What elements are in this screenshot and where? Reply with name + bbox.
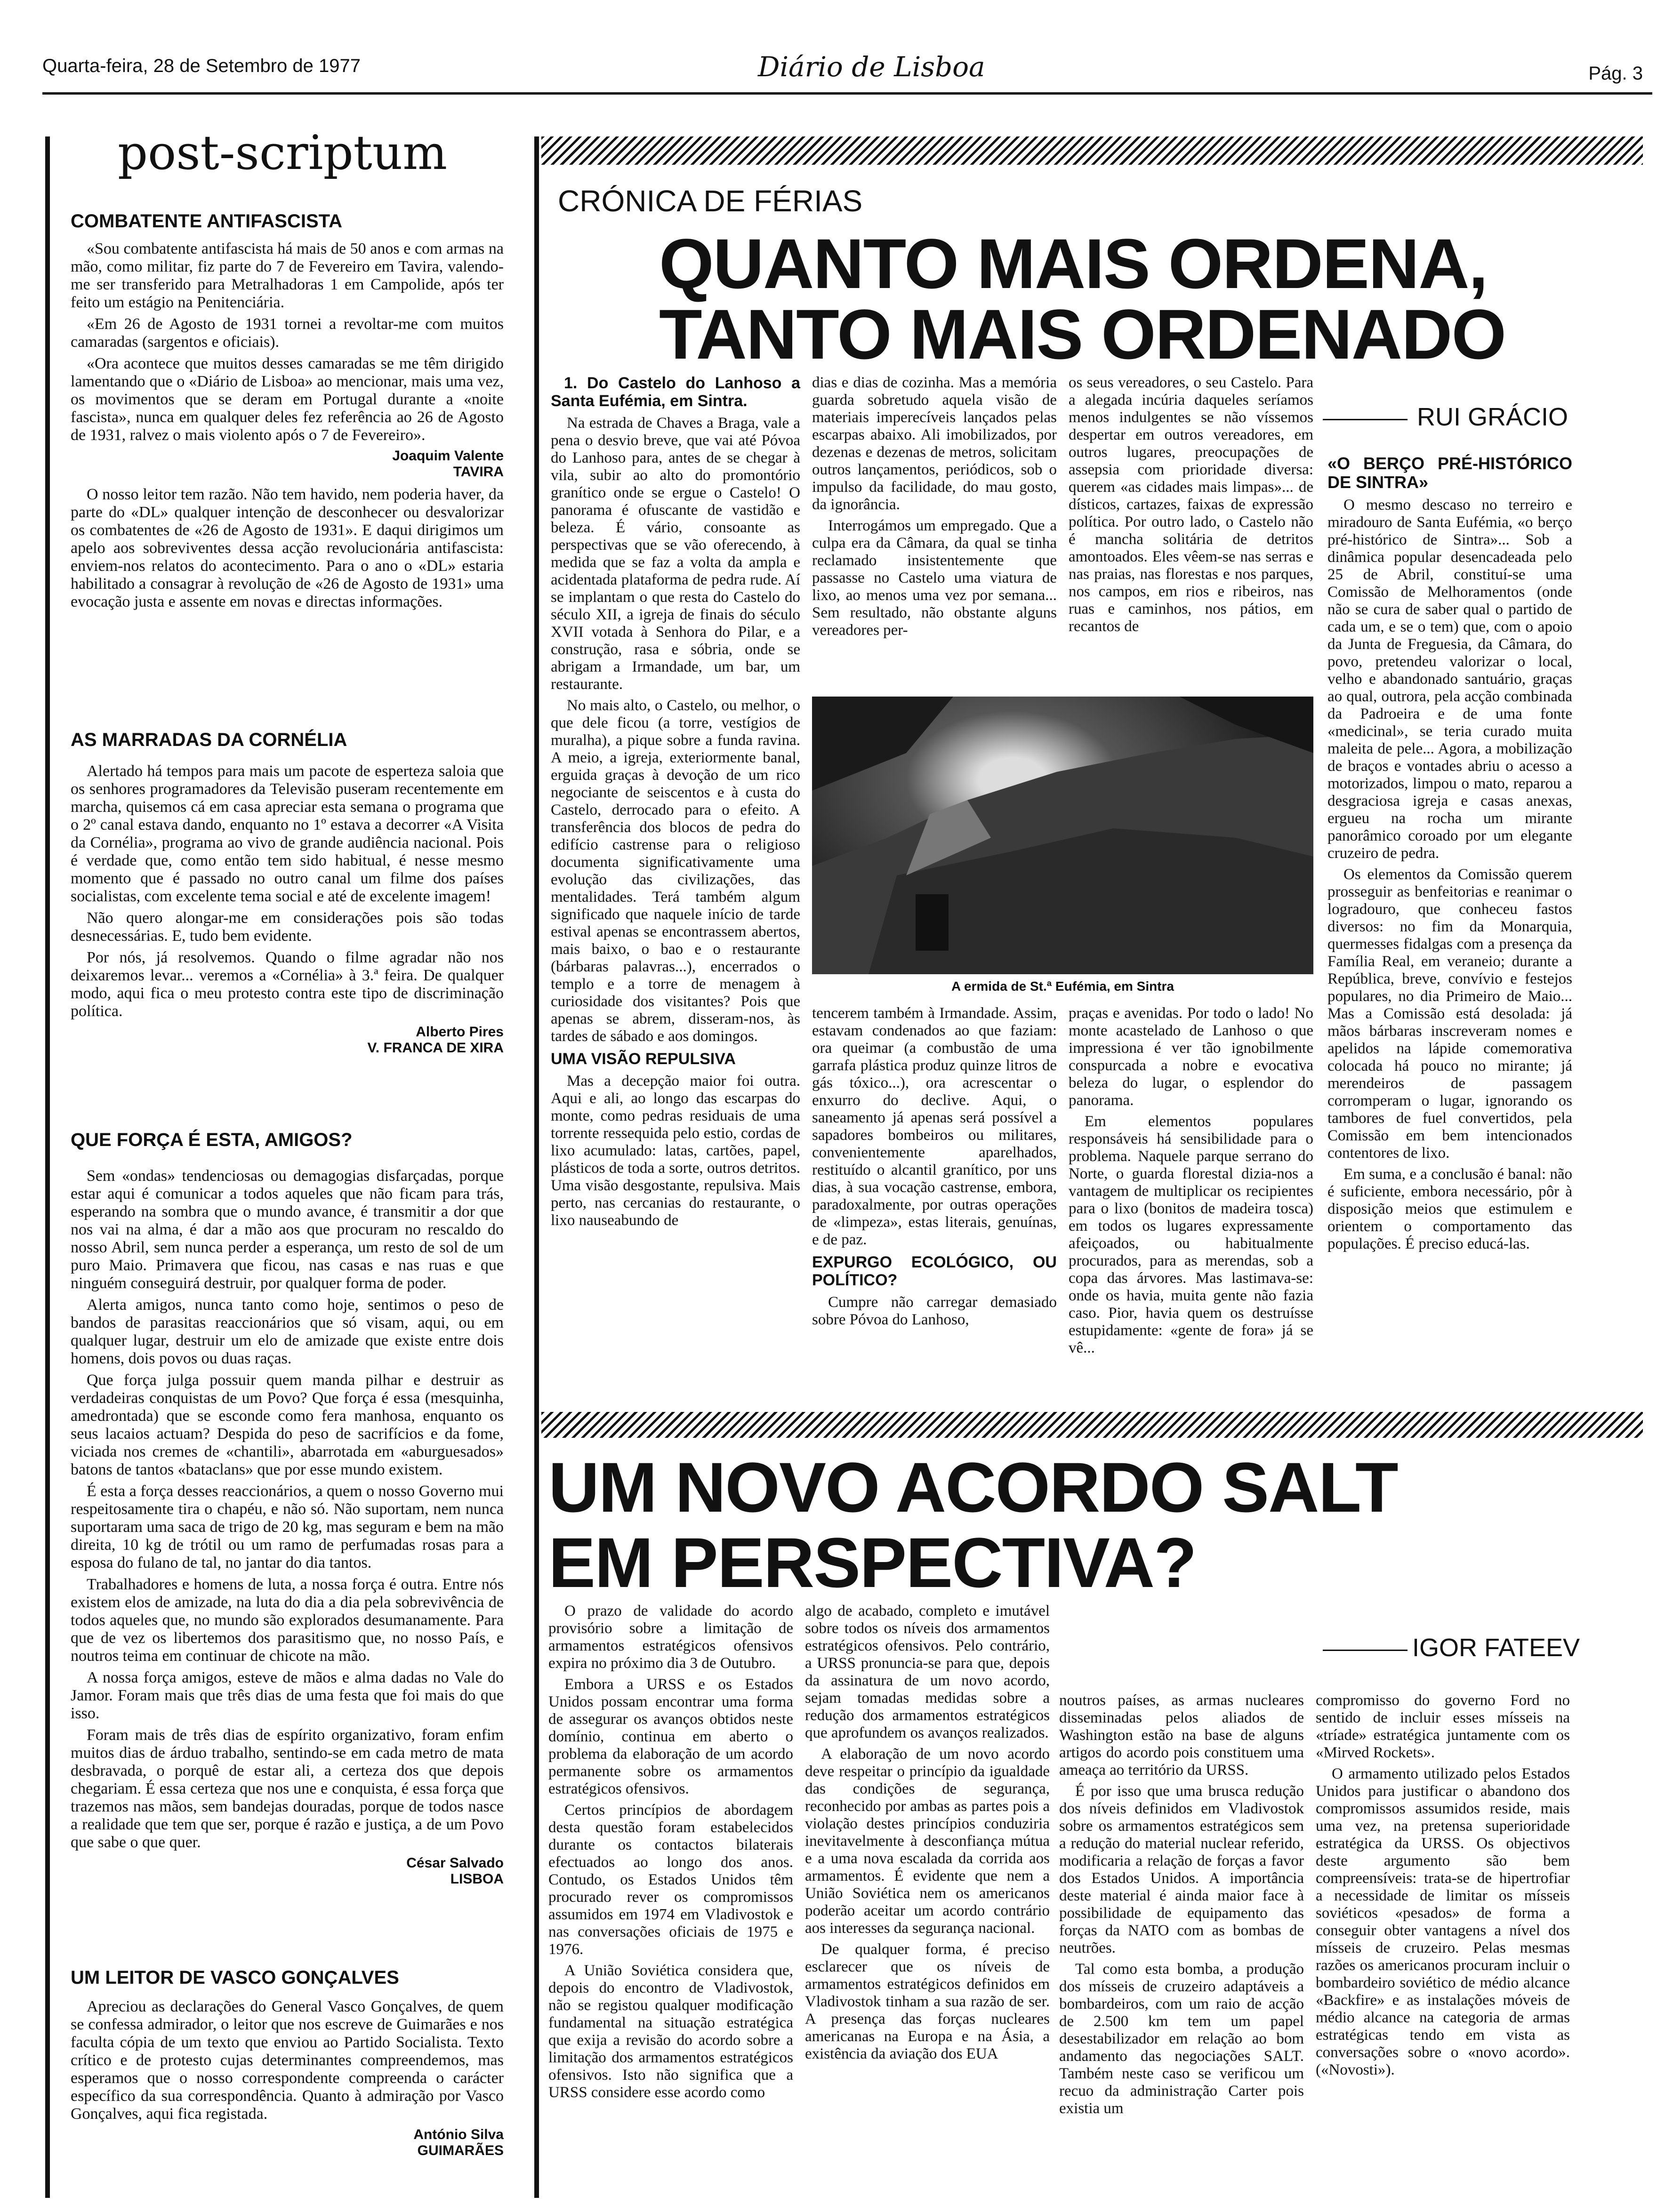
byline-rule: [1323, 1650, 1408, 1651]
letter-forca: [71, 1167, 504, 1887]
hatched-band: [541, 136, 1643, 165]
salt-column-3: [1059, 1692, 1304, 2121]
postscriptum-title: post-scriptum: [118, 125, 448, 180]
section-heading: UM LEITOR DE VASCO GONÇALVES: [71, 1967, 399, 1988]
article-lead: 1. Do Castelo do Lanhoso a Santa Eufémia, em Sintra.: [551, 374, 800, 410]
header-rule: [42, 92, 1652, 95]
section-heading: QUE FORÇA É ESTA, AMIGOS?: [71, 1130, 353, 1150]
salt-column-4: [1316, 1692, 1570, 2083]
paragraph: algo de acabado, completo e imutável sobre todos os níveis dos armamentos estratégicos ofensivos. Pelo contrário, a URSS pronuncia-se para que, depois da assinatura de um novo acordo, sejam tomadas medidas sobre a redução dos armamentos estratégicos que aprofundem os avanços realizados.: [805, 1603, 1050, 1741]
cronica-column-2-top: [812, 374, 1057, 643]
paragraph: tencerem também à Irmandade. Assim, estavam condenados ao que faziam: ora queimar (a combustão de uma garrafa plástica produz quinze litros de gás tóxico...), ora acrescentar o enxurro do declive. Aqui, o saneamento já apenas será possível a sapadores bombeiros ou militares, convenientemente aparelhados, restituído o alcantil granítico, por uns dias, à sua vocação castrense, embora, paradoxalmente, por outras operações de «limpeza», estas literais, genuínas, e de paz.: [812, 1005, 1057, 1248]
paragraph: Na estrada de Chaves a Braga, vale a pena o desvio breve, que vai até Póvoa do Lanhoso para, antes de se chegar à vila, subir ao alto do promontório granítico onde se ergue o Castelo! O panorama é ofuscante de vastidão e beleza. É vário, consoante as perspectivas que se vão oferecendo, à medida que se faz a volta da ampla e acidentada plataforma de pedra rude. Aí se implantam o que resta do Castelo do século XII, a igreja de finais do século XVII votada à Senhora do Pilar, e a construção, rasa e sóbria, onde se abrigam a Irmandade, um bar, um restaurante.: [551, 415, 800, 693]
paragraph: Trabalhadores e homens de luta, a nossa força é outra. Entre nós existem elos de amizade, na luta do dia a dia pela sobrevivência de todos aqueles que, no mundo são explorados desumanamente. Para que de vez os libertemos dos parasitismo que, no nosso País, e noutros teima em continuar de chicote na mão.: [71, 1576, 504, 1665]
section-heading: AS MARRADAS DA CORNÉLIA: [71, 729, 347, 750]
letter-signature: Alberto Pires V. FRANCA DE XIRA: [367, 1024, 504, 1056]
paragraph: Alerta amigos, nunca tanto como hoje, sentimos o peso de bandos de parasitas reaccionários que só visam, aqui, ou em qualquer lugar, destruir um elo de amizade que existe entre dois homens, dois povos ou duas raças.: [71, 1296, 504, 1367]
newspaper-title: Diário de Lisboa: [758, 51, 985, 83]
subheading: EXPURGO ECOLÓGICO, OU POLÍTICO?: [812, 1253, 1057, 1289]
paragraph: A União Soviética considera que, depois do encontro de Vladivostok, não se registou qualquer modificação fundamental na situação estratégica que exija a revisão do acordo sobre a limitação dos armamentos estratégicos ofensivos. Isto não significa que a URSS considere esse acordo como: [548, 1962, 793, 2101]
headline: UM NOVO ACORDO SALT: [548, 1448, 1398, 1527]
letter-cornelia: [71, 762, 504, 1056]
paragraph: Que força julga possuir quem manda pilhar e destruir as verdadeiras conquistas de um Povo? Que força é essa (mesquinha, amedrontada) que se esconde como fera manhosa, enquanto os seus lacaios actuam? Despida do peso de sacrifícios e da fome, viciada nos cremes de «chantili», abarrotada em «aburguesados» batons de tantos «bataclans» que por esse mundo existem.: [71, 1371, 504, 1478]
letter-vasco: [71, 1998, 504, 2159]
chapel-photo: [812, 697, 1313, 974]
paragraph: Os elementos da Comissão querem prosseguir as benfeitorias e reanimar o logradouro, que conheceu fastos diversos: no fim da Monarquia, quermesses fidalgas com a presença da Família Real, em veraneio; durante a República, breve, convívio e festejos populares, no dia Primeiro de Maio... Mas a Comissão está desolada: já mãos bárbaras inscreveram nomes e apelidos na lápide comemorativa colocada há pouco no mirante; já merendeiros de passagem corromperam o lugar, ignorando os tambores de fuel convertidos, pela Comissão em bem intencionados contentores de lixo.: [1327, 866, 1572, 1162]
paragraph: Foram mais de três dias de espírito organizativo, foram enfim muitos dias de árduo trabalho, sentindo-se em cada metro de mata desbravada, o porquê de estar ali, a certeza dos que depois chegariam. É essa certeza que nos une e conquista, é essa força que trazemos nas mãos, sem bandejas douradas, porque de todos nasce a realidade que tem que ser, porque é razão e justiça, a de um Povo que sabe o que quer.: [71, 1726, 504, 1851]
cronica-column-1: [551, 374, 800, 1233]
paragraph: «Sou combatente antifascista há mais de 50 anos e com armas na mão, como militar, fiz parte do 7 de Fevereiro em Tavira, valendo-me ser transferido para Metralhadoras 1 em Campolide, após ter feito um estágio na Penitenciária.: [71, 240, 504, 311]
letter-signature: Joaquim Valente TAVIRA: [392, 448, 504, 480]
page-number: Pág. 3: [1588, 63, 1643, 84]
paragraph: Interrogámos um empregado. Que a culpa era da Câmara, da qual se tinha reclamado insistentemente que passasse no Castelo uma viatura de lixo, ao menos uma vez por semana... Sem resultado, não obstante alguns vereadores per-: [812, 517, 1057, 639]
paragraph: dias e dias de cozinha. Mas a memória guarda sobretudo aquela visão de materiais imperecíveis lançados pelas escarpas abaixo. Ali imobilizados, por dezenas e dezenas de metros, solicitam outros lançamentos, periódicos, sob o impulso da facilidade, do mau gosto, da ignorância.: [812, 374, 1057, 513]
page-header: [42, 51, 1643, 88]
cronica-column-3-top: [1069, 374, 1313, 639]
cronica-column-4: [1327, 454, 1572, 1257]
author-byline: RUI GRÁCIO: [1417, 403, 1569, 431]
subheading: UMA VISÃO REPULSIVA: [551, 1050, 736, 1068]
paragraph: Mas a decepção maior foi outra. Aqui e ali, ao longo das escarpas do monte, como pedras residuais de uma torrente ressequida pelo estio, cordas de lixo acumulado: latas, cartões, papel, plásticos de toda a sorte, outros detritos. Uma visão desgostante, repulsiva. Mais perto, nas cercanias do restaurante, o lixo nauseabundo de: [551, 1073, 800, 1229]
paragraph: No mais alto, o Castelo, ou melhor, o que dele ficou (a torre, vestígios de muralha), a pique sobre a funda ravina. A meio, a igreja, exteriormente banal, erguida graças à devoção de um rico negociante de seiscentos e à custa do Castelo, derrocado para o efeito. A transferência dos blocos de pedra do edifício castrense para o religioso documenta significativamente uma evolução das civilizações, das mentalidades. Terá também algum significado que naquele início de tarde estival apenas se encontrassem abertos, mais baixo, o bao e o restaurante (bárbaras palavras...), encerrados o templo e a torre de menagem à curiosidade dos visitantes? Pois que apenas se abrem, disseram-nos, às tardes de sábado e aos domingos.: [551, 697, 800, 1045]
letter-signature: César Salvado LISBOA: [406, 1855, 504, 1887]
cronica-column-3-bottom: [1069, 1005, 1313, 1361]
paragraph: Não quero alongar-me em considerações pois são todas desnecessárias. E, tudo bem evidente.: [71, 909, 504, 945]
paragraph: «Ora acontece que muitos desses camaradas se me têm dirigido lamentando que o «Diário de Lisboa» ao mencionar, mais uma vez, os movimentos que se deram em Portugal durante a «noite fascista», nunca em qualquer deles fez referência ao 26 de Agosto de 1931, ralvez o mais violento após o 7 de Fevereiro».: [71, 355, 504, 444]
editor-reply: O nosso leitor tem razão. Não tem havido, nem poderia haver, da parte do «DL» qualquer intenção de desconhecer ou desvalorizar os combatentes de «26 de Agosto de 1931». E daqui dirigimos um apelo aos sobreviventes dessa acção revolucionária antifascista: enviem-nos relatos do acontecimento. Para o ano o «DL» estaria habilitado a consagrar à revolução de «26 de Agosto de 1931» uma evocação justa e assente em novas e directas informações.: [71, 486, 504, 610]
chapel-photo-illustration: [812, 697, 1313, 974]
paragraph: Em suma, e a conclusão é banal: não é suficiente, embora necessário, pôr à disposição meios que estimulem e orientem o comportamento das populações. É preciso educá-las.: [1327, 1166, 1572, 1252]
paragraph: noutros países, as armas nucleares disseminadas pelos aliados de Washington estão na base de alguns artigos do acordo pois constituem uma ameaça ao território da URSS.: [1059, 1692, 1304, 1779]
byline-rule: [1323, 419, 1408, 420]
paragraph: O armamento utilizado pelos Estados Unidos para justificar o abandono dos compromissos assumidos reside, mais uma vez, na pretensa superioridade estratégica da URSS. Os objectivos deste argumento são bem compreensíveis: trata-se de hipertrofiar a necessidade de limitar os mísseis soviéticos «pesados» de forma a conseguir obter vantagens a nível dos mísseis de cruzeiro. Pelas mesmas razões os americanos procuram incluir o bombardeiro soviético de médio alcance «Backfire» e as instalações móveis de médio alcance na categoria de armas estratégicas tendo em vista as conversações sobre o «novo acordo». («Novosti»).: [1316, 1765, 1570, 2078]
paragraph: É por isso que uma brusca redução dos níveis definidos em Vladivostok sobre os armamentos estratégicos sem a redução do material nuclear referido, modificaria a relação de forças a favor dos Estados Unidos. A importância deste material é ainda maior face à possibilidade de equipamento das forças da NATO com as bombas de neutrões.: [1059, 1783, 1304, 1956]
paragraph: De qualquer forma, é preciso esclarecer que os níveis de armamentos estratégicos definidos em Vladivostok tinham a sua razão de ser. A presença das forças nucleares americanas na Europa e na Ásia, a existência da aviação dos EUA: [805, 1941, 1050, 2062]
paragraph: compromisso do governo Ford no sentido de incluir esses mísseis na «tríade» estratégica juntamente com os «Mirved Rockets».: [1316, 1692, 1570, 1761]
headline: TANTO MAIS ORDENADO: [659, 295, 1506, 374]
paragraph: Certos princípios de abordagem desta questão foram estabelecidos durante os contactos bilaterais efectuados ao longo dos anos. Contudo, os Estados Unidos têm procurado rever os compromissos assumidos em 1974 em Vladivostok e nas conversações oficiais de 1975 e 1976.: [548, 1802, 793, 1958]
paragraph: Cumpre não carregar demasiado sobre Póvoa do Lanhoso,: [812, 1294, 1057, 1328]
author-byline: IGOR FATEEV: [1412, 1634, 1580, 1662]
letter-combatente: [71, 240, 504, 615]
letter-signature: António Silva GUIMARÃES: [413, 2127, 504, 2158]
paragraph: Apreciou as declarações do General Vasco Gonçalves, de quem se confessa admirador, o leitor que nos escreve de Guimarães e nos faculta cópia de um texto que enviou ao Partido Socialista. Texto crítico e de protesto cujas determinantes compreendemos, mas esperamos que o nosso correspondente compreenda o carácter específico da sua correspondência. Quanto à admiração por Vasco Gonçalves, aqui fica registada.: [71, 1998, 504, 2123]
headline: EM PERSPECTIVA?: [548, 1523, 1196, 1602]
paragraph: Alertado há tempos para mais um pacote de esperteza saloia que os senhores programadores da Televisão puseram recentemente em marcha, quisemos cá em casa apreciar esta semana o programa que o 2º canal estava dando, enquanto no 1º estava a decorrer «A Visita da Cornélia», programa ao vivo de grande audiência nacional. Pois é verdade que, como então tem sido habitual, é nesse mesmo momento que é passado no outro canal um filme dos países socialistas, com excelente tema social e até de excelente imagem!: [71, 762, 504, 905]
paragraph: O mesmo descaso no terreiro e miradouro de Santa Eufémia, «o berço pré-histórico de Sintra»... Sob a dinâmica popular desencadeada pelo 25 de Abril, constituí-se uma Comissão de Melhoramentos (onde não se cura de saber qual o partido de cada um, e se o tem) que, com o apoio da Junta de Freguesia, da Câmara, do povo, pretendeu valorizar o local, velho e abandonado santuário, graças ao qual, outrora, pela acção combinada da Padroeira e de uma fonte «medicinal», se teria curado muita maleita de pele... Agora, a mobilização de braços e vontades abriu o acesso a motorizados, limpou o mato, reparou a desgraciosa igreja e casas anexas, ergueu na rocha um mirante panorâmico coroado por um elegante cruzeiro de pedra.: [1327, 497, 1572, 862]
paragraph: Em elementos populares responsáveis há sensibilidade para o problema. Naquele parque serrano do Norte, o guarda florestal dizia-nos a vantagem de multiplicar os recipientes para o lixo (bonitos de madeira tosca) em todos os lugares expressamente afeiçoados, ou habitualmente procurados, para as merendas, sob a copa das árvores. Mas lastimava-se: onde os havia, muita gente não fazia caso. Pior, havia quem os destruísse estupidamente: «gente de fora» já se vê...: [1069, 1113, 1313, 1356]
photo-caption: A ermida de St.ª Eufémia, em Sintra: [951, 979, 1174, 994]
paragraph: «Em 26 de Agosto de 1931 tornei a revoltar-me com muitos camaradas (sargentos e oficiais).: [71, 315, 504, 351]
headline: QUANTO MAIS ORDENA,: [659, 224, 1488, 303]
paragraph: A nossa força amigos, esteve de mãos e alma dadas no Vale do Jamor. Foram mais que três dias de uma festa que foi mais do que isso.: [71, 1669, 504, 1722]
paragraph: É esta a força desses reaccionários, a quem o nosso Governo mui respeitosamente tira o chapéu, e não só. Não suportam, nem nunca suportaram uma saca de trigo de 20 kg, mas seguram e bem na mão direita, 10 kg de trótil ou um ramo de perfumadas rosas para a esposa do fulano de tal, no jantar do dia tantos.: [71, 1483, 504, 1571]
paragraph: O prazo de validade do acordo provisório sobre a limitação de armamentos estratégicos ofensivos expira no próximo dia 3 de Outubro.: [548, 1603, 793, 1672]
paragraph: Tal como esta bomba, a produção dos mísseis de cruzeiro adaptáveis a bombardeiros, com um raio de acção de 2.500 km tem um papel desestabilizador em relação ao bom andamento das negociações SALT. Também neste caso se verificou um recuo da administração Carter pois existia um: [1059, 1961, 1304, 2117]
paragraph: os seus vereadores, o seu Castelo. Para a alegada incúria daqueles seríamos menos indulgentes se não víssemos despertar em outros vereadores, em outros lugares, preocupações de assepsia com prioridade diversa: querem «as cidades mais limpas»... de dísticos, cartazes, faixas de expressão política. Por outro lado, o Castelo não é mancha solitária de detritos amontoados. Eles vêem-se nas serras e nas praias, nas florestas e nos parques, nos campos, em rios e ribeiros, nas ruas e caminhos, nos pátios, em recantos de: [1069, 374, 1313, 635]
paragraph: praças e avenidas. Por todo o lado! No monte acastelado de Lanhoso o que impressiona é ver tão ignobilmente conspurcada a nobre e evocativa beleza do lugar, o esplendor do panorama.: [1069, 1005, 1313, 1109]
salt-column-2: [805, 1603, 1050, 2067]
salt-column-1: [548, 1603, 793, 2105]
article-divider-bar: [534, 136, 539, 1454]
section-heading: COMBATENTE ANTIFASCISTA: [71, 211, 343, 232]
cronica-column-2-bottom: [812, 1005, 1057, 1332]
paragraph: Embora a URSS e os Estados Unidos possam encontrar uma forma de assegurar os avanços obtidos neste domínio, continua em aberto o problema da elaboração de um acordo permanente sobre os armamentos estratégicos ofensivos.: [548, 1676, 793, 1797]
paragraph: A elaboração de um novo acordo deve respeitar o princípio da igualdade das condições de segurança, reconhecido por ambas as partes pois a violação destes princípios conduziria inevitavelmente à desconfiança mútua e a uma nova escalada da corrida aos armamentos. É evidente que nem a União Soviética nem os americanos poderão aceitar um acordo contrário aos interesses da segurança nacional.: [805, 1746, 1050, 1937]
subheading: «O BERÇO PRÉ-HISTÓRICO DE SINTRA»: [1327, 454, 1572, 492]
article-divider-bar: [534, 1412, 539, 2198]
paragraph: Sem «ondas» tendenciosas ou demagogias disfarçadas, porque estar aqui é comunicar a todos aqueles que não ficam para trás, esperando na sombra que o mundo avance, é transmitir a dor que nos vai na alma, é dar a mão aos que procuram no rescaldo do nosso Abril, sem nunca perder a esperança, um resto de sol de um puro Maio. Primavera que ficou, nas casas e nas ruas e que ninguém conseguirá destruir, por qualquer forma de poder.: [71, 1167, 504, 1292]
paragraph: Por nós, já resolvemos. Quando o filme agradar não nos deixaremos levar... veremos a «Cornélia» à 3.ª feira. De qualquer modo, aqui fica o meu protesto contra este tipo de discriminação política.: [71, 949, 504, 1020]
left-column-bar: [45, 136, 50, 2198]
issue-date: Quarta-feira, 28 de Setembro de 1977: [42, 56, 361, 76]
column-kicker: CRÓNICA DE FÉRIAS: [558, 184, 863, 218]
hatched-band: [541, 1412, 1643, 1438]
